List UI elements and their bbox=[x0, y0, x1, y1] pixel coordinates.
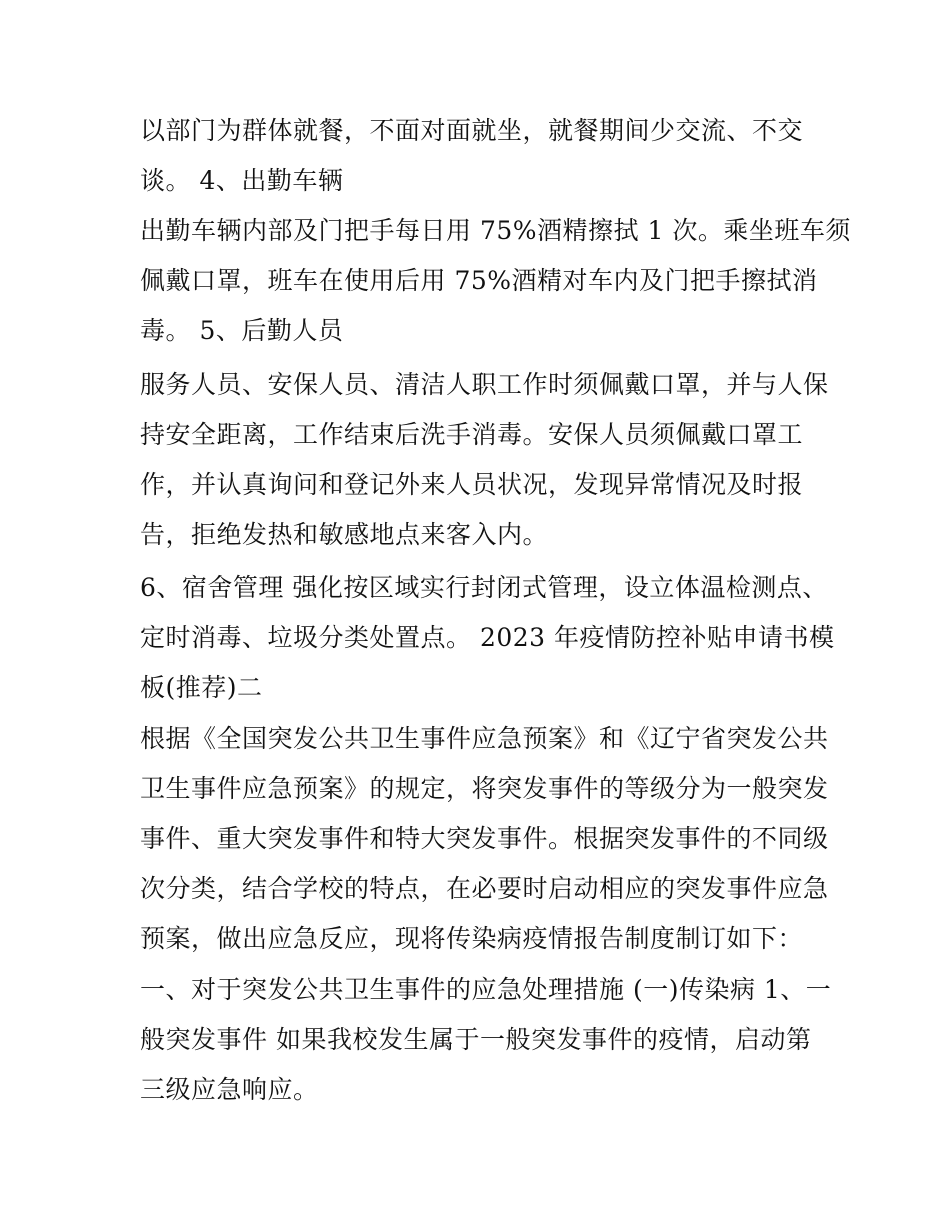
text-line: 毒。 5、后勤人员 bbox=[140, 316, 344, 345]
text-line: 般突发事件 如果我校发生属于一般突发事件的疫情，启动第 bbox=[140, 1025, 812, 1054]
text-line: 次分类，结合学校的特点，在必要时启动相应的突发事件应急 bbox=[140, 874, 829, 903]
text-line: 卫生事件应急预案》的规定，将突发事件的等级分为一般突发 bbox=[140, 774, 829, 803]
text-line: 6、宿舍管理 强化按区域实行封闭式管理，设立体温检测点、 bbox=[140, 573, 828, 602]
text-line: 谈。 4、出勤车辆 bbox=[140, 166, 344, 195]
text-line: 一、对于突发公共卫生事件的应急处理措施 (一)传染病 1、一 bbox=[140, 975, 832, 1004]
text-line: 定时消毒、垃圾分类处置点。 2023 年疫情防控补贴申请书模 bbox=[140, 623, 835, 652]
text-line: 以部门为群体就餐，不面对面就坐，就餐期间少交流、不交 bbox=[140, 116, 804, 145]
text-line: 根据《全国突发公共卫生事件应急预案》和《辽宁省突发公共 bbox=[140, 724, 829, 753]
text-line: 三级应急响应。 bbox=[140, 1075, 319, 1104]
text-line: 事件、重大突发事件和特大突发事件。根据突发事件的不同级 bbox=[140, 824, 829, 853]
text-line: 告，拒绝发热和敏感地点来客入内。 bbox=[140, 520, 549, 549]
text-line: 佩戴口罩，班车在使用后用 75%酒精对车内及门把手擦拭消 bbox=[140, 266, 818, 295]
text-line: 服务人员、安保人员、清洁人职工作时须佩戴口罩，并与人保 bbox=[140, 370, 829, 399]
text-line: 预案，做出应急反应，现将传染病疫情报告制度制订如下： bbox=[140, 924, 804, 953]
text-line: 板(推荐)二 bbox=[140, 673, 263, 702]
text-line: 出勤车辆内部及门把手每日用 75%酒精擦拭 1 次。乘坐班车须 bbox=[140, 216, 851, 245]
text-line: 作，并认真询问和登记外来人员状况，发现异常情况及时报 bbox=[140, 470, 804, 499]
text-line: 持安全距离，工作结束后洗手消毒。安保人员须佩戴口罩工 bbox=[140, 420, 804, 449]
